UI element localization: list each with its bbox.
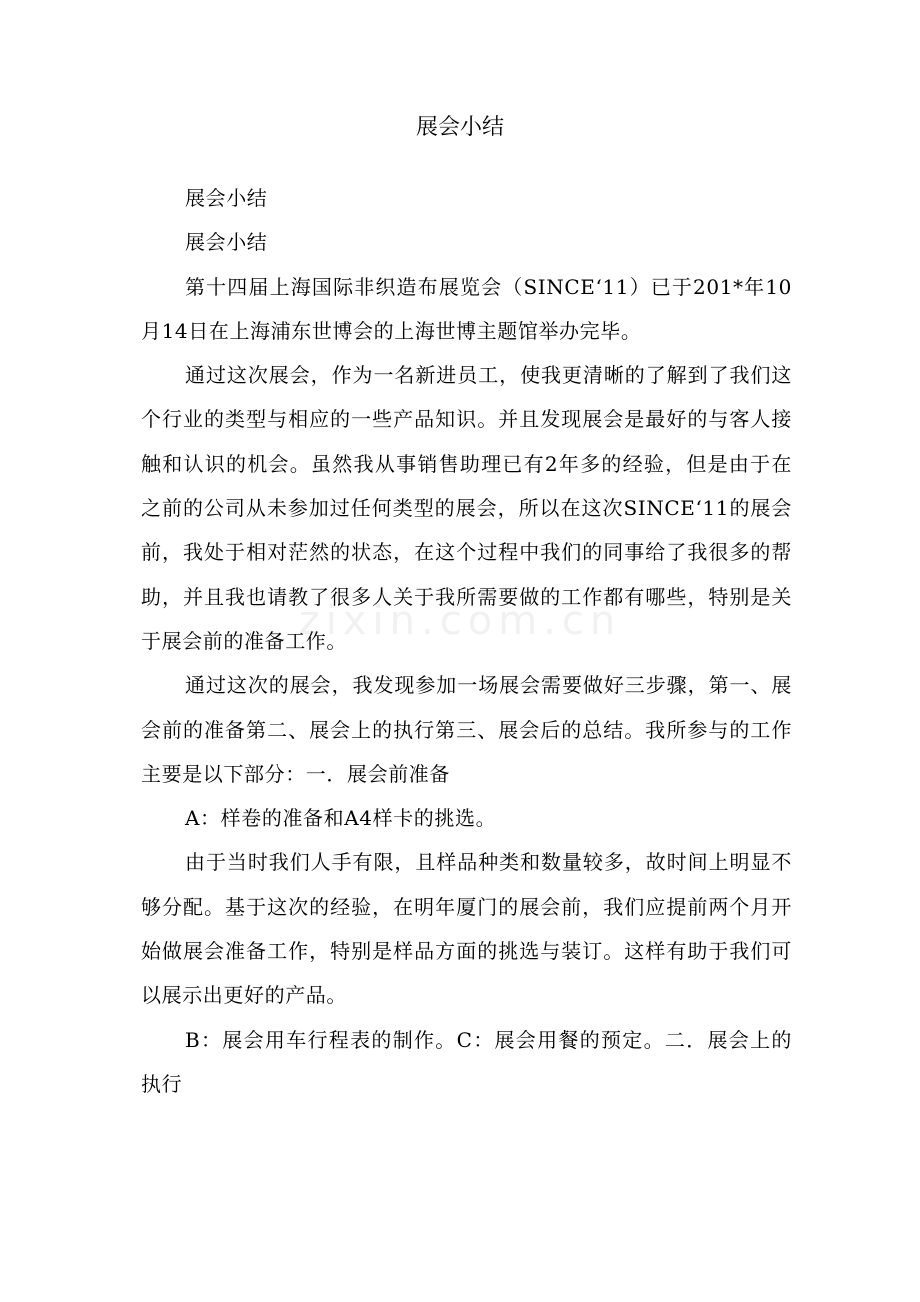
paragraph-6: A：样卷的准备和A4样卡的挑选。 (185, 806, 497, 831)
document-body (141, 176, 792, 1106)
watermark: zixin.com.cn (298, 598, 622, 644)
paragraph-4: 通过这次展会，作为一名新进员工，使我更清晰的了解到了我们这个行业的类型与相应的一些产品知识。并且发现展会是最好的与客人接触和认识的机会。虽然我从事销售助理已有2年多的经验，但是由于在之前的公司从未参加过任何类型的展会，所以在这次SINCE‘11的展会前，我处于相对茫然的状态，在这个过程中我们的同事给了我很多的帮助，并且我也请教了很多人关于我所需要做的工作都有哪些，特别是关于展会前的准备工作。 (141, 363, 792, 653)
paragraph-1: 展会小结 (185, 186, 268, 210)
paragraph-8: B：展会用车行程表的制作。C：展会用餐的预定。二．展会上的执行 (141, 1027, 792, 1096)
paragraph-3: 第十四届上海国际非织造布展览会（SINCE‘11）已于201*年10月14日在上海浦东世博会的上海世博主题馆举办完毕。 (141, 274, 792, 343)
paragraph-7: 由于当时我们人手有限，且样品种类和数量较多，故时间上明显不够分配。基于这次的经验，在明年厦门的展会前，我们应提前两个月开始做展会准备工作，特别是样品方面的挑选与装订。这样有助于我们可以展示出更好的产品。 (141, 850, 792, 1008)
document-title: 展会小结 (415, 115, 504, 140)
paragraph-5: 通过这次的展会，我发现参加一场展会需要做好三步骤，第一、展会前的准备第二、展会上的执行第三、展会后的总结。我所参与的工作主要是以下部分：一．展会前准备 (141, 673, 792, 786)
paragraph-2: 展会小结 (185, 230, 268, 255)
